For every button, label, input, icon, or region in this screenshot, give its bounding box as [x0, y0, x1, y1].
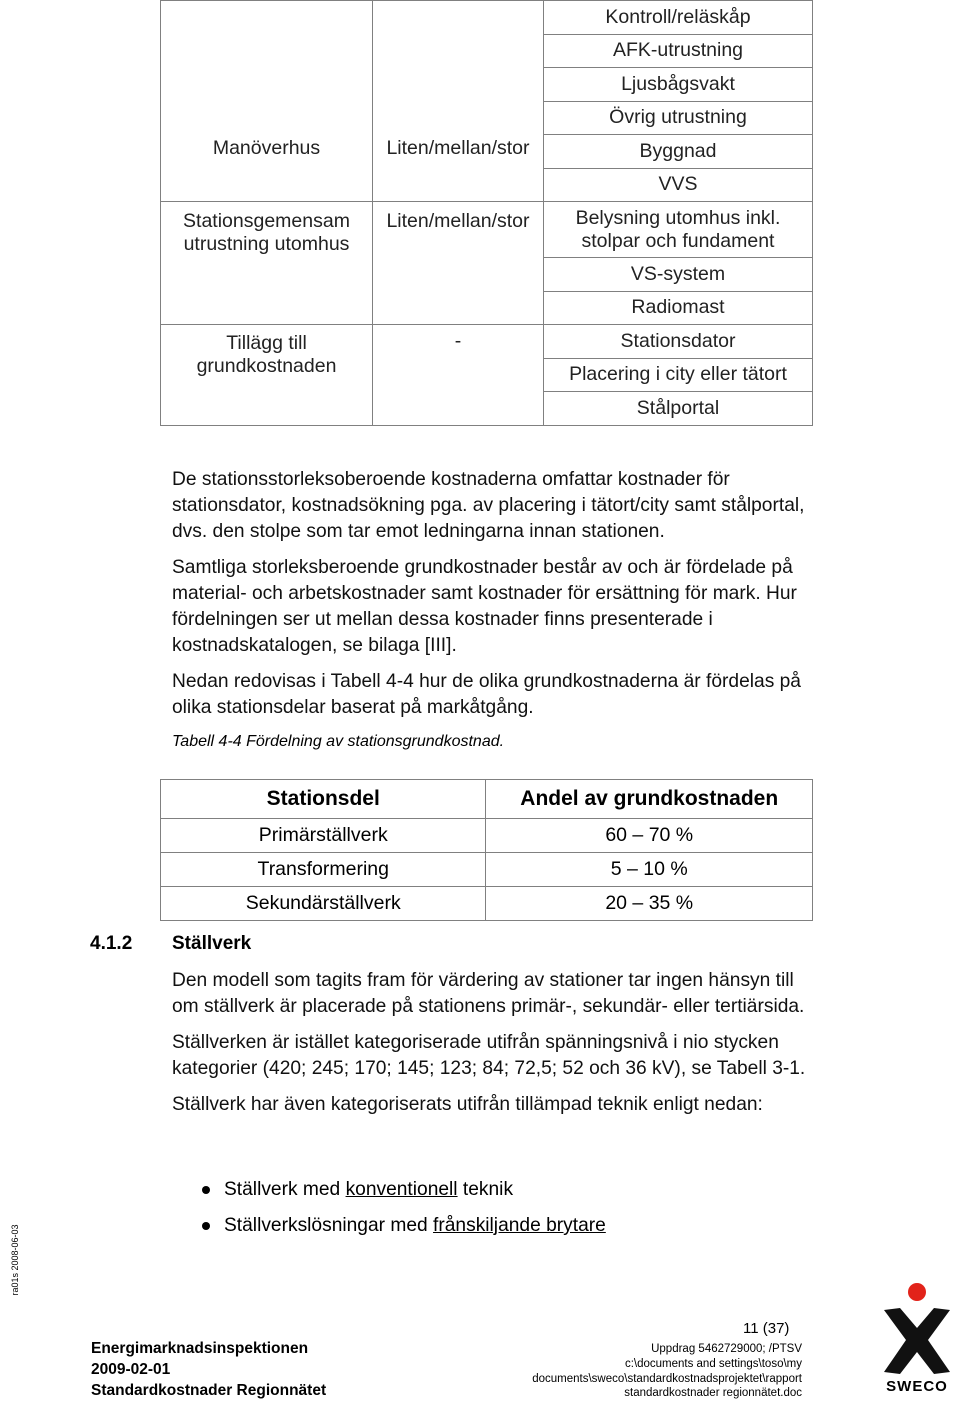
paragraph: Samtliga storleksberoende grundkostnader består av och är fördelade på material- och arbetskostnader samt kostnader för ersättning för mark. Hur fördelningen ser ut mellan dessa kostnader finns presenterade i kostnadskatalogen, se bilaga [III]. [172, 557, 797, 656]
body-text [172, 467, 812, 731]
footer-left [91, 1338, 326, 1401]
footer-right [520, 1342, 802, 1401]
table-cell: Tillägg till grundkostnaden [161, 325, 373, 426]
table-cell: Primärställverk [161, 819, 486, 853]
column-header: Andel av grundkostnaden [486, 780, 813, 819]
footer-assignment: Uppdrag 5462729000; /PTSV [651, 1343, 802, 1355]
table-cell: Belysning utomhus inkl. stolpar och fundament [544, 202, 813, 258]
bullet-icon [202, 1222, 210, 1230]
table-cell: 20 – 35 % [486, 887, 813, 921]
side-mark: ra01s 2008-06-03 [10, 1224, 20, 1296]
table-cell: Sekundärställverk [161, 887, 486, 921]
page-number: 11 (37) [743, 1320, 790, 1337]
table-cell: Byggnad [544, 135, 813, 169]
table-cell: 60 – 70 % [486, 819, 813, 853]
list-item: Ställverkslösningar med frånskiljande brytare [200, 1213, 606, 1249]
table-cell: - [373, 325, 544, 426]
table-cell: Ljusbågsvakt [544, 68, 813, 102]
footer-date: 2009-02-01 [91, 1361, 171, 1378]
footer-report-title: Standardkostnader Regionnätet [91, 1382, 327, 1399]
section-body [172, 968, 812, 1128]
table-cell: Transformering [161, 853, 486, 887]
logo-wordmark: SWECO [886, 1378, 948, 1395]
table-cell: Kontroll/reläskåp [544, 1, 813, 35]
list-item: Ställverk med konventionell teknik [200, 1177, 606, 1213]
cost-category-table [160, 0, 813, 426]
table-cell: Placering i city eller tätort [544, 358, 813, 392]
table-cell: AFK-utrustning [544, 34, 813, 68]
table-cell: Stålportal [544, 392, 813, 426]
table-caption: Tabell 4-4 Fördelning av stationsgrundkostnad. [172, 733, 505, 750]
paragraph: Den modell som tagits fram för värdering av stationer tar ingen hänsyn till om ställverk är placerade på stationens primär-, sekundär- eller tertiärsida. [172, 970, 805, 1017]
table-cell: Manöverhus [161, 1, 373, 202]
table-cell: Stationsgemensam utrustning utomhus [161, 202, 373, 325]
table-cell: 5 – 10 % [486, 853, 813, 887]
column-header: Stationsdel [161, 780, 486, 819]
section-number: 4.1.2 [90, 933, 133, 954]
paragraph: Ställverk har även kategoriserats utifrån tillämpad teknik enligt nedan: [172, 1094, 763, 1115]
table-cell: VS-system [544, 258, 813, 292]
footer-path: c:\documents and settings\toso\my [624, 1357, 802, 1370]
table-cell: Stationsdator [544, 325, 813, 359]
paragraph: De stationsstorleksoberoende kostnaderna omfattar kostnader för stationsdator, kostnadsökning pga. av placering i tätort/city samt stålportal, dvs. den stolpe som tar emot ledningarna innan stationen. [172, 469, 805, 542]
table-cell: Övrig utrustning [544, 101, 813, 135]
logo-figure [884, 1308, 950, 1374]
table-cell: Liten/mellan/stor [373, 1, 544, 202]
logo-head [908, 1283, 926, 1301]
cost-share-table [160, 779, 813, 921]
footer-filename: standardkostnader regionnätet.doc [624, 1387, 802, 1400]
bullet-list [200, 1177, 606, 1249]
paragraph: Nedan redovisas i Tabell 4-4 hur de olika grundkostnaderna är fördelas på olika stationsdelar baserat på markåtgång. [172, 671, 801, 718]
paragraph: Ställverken är istället kategoriserade utifrån spänningsnivå i nio stycken kategorier (420; 245; 170; 145; 123; 84; 72,5; 52 och 36 kV), se Tabell 3-1. [172, 1032, 806, 1079]
section-title: Ställverk [172, 933, 252, 954]
table-cell: Liten/mellan/stor [373, 202, 544, 325]
section-heading [90, 933, 251, 955]
bullet-icon [202, 1186, 210, 1194]
table-cell: VVS [544, 168, 813, 202]
footer-path: documents\sweco\standardkostnadsprojektet\rapport [532, 1372, 802, 1385]
footer-organisation: Energimarknadsinspektionen [91, 1340, 309, 1357]
table-cell: Radiomast [544, 291, 813, 325]
